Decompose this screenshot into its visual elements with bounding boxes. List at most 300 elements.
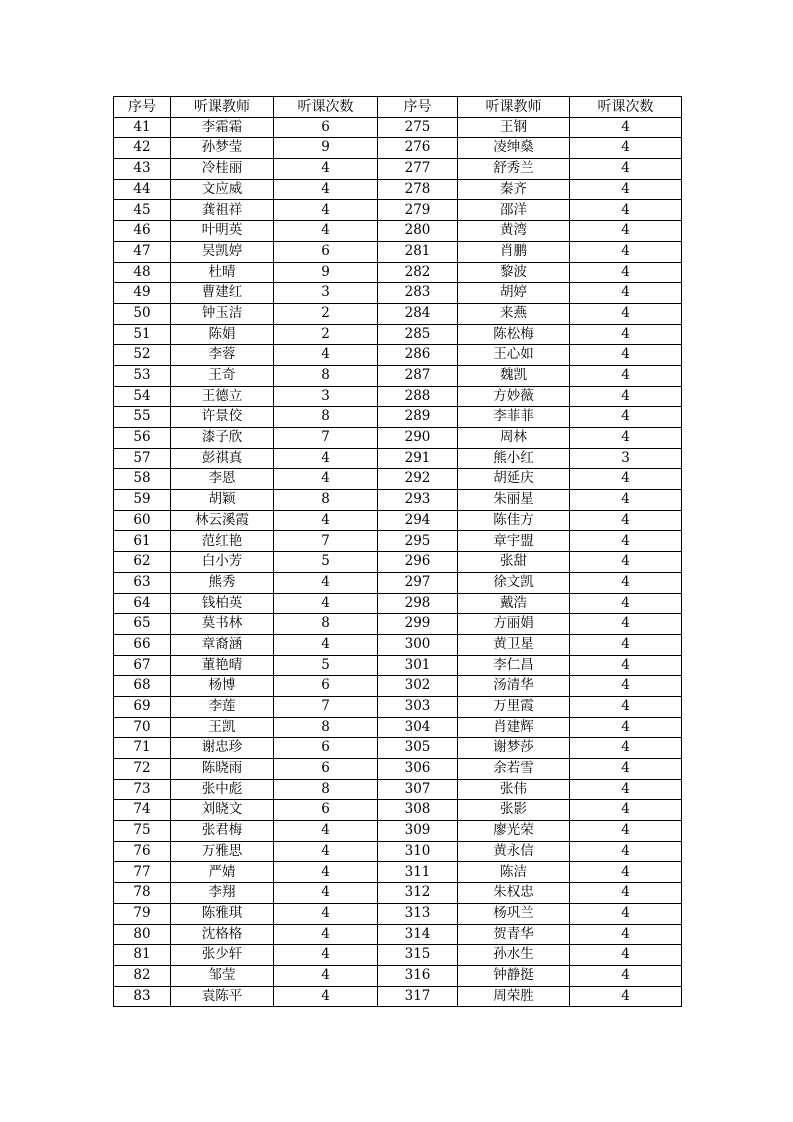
cell-teacher-left: 刘晓文 [171, 800, 274, 821]
cell-index-right: 316 [378, 965, 458, 986]
cell-teacher-left: 杜晴 [171, 262, 274, 283]
cell-count-left: 8 [274, 614, 378, 635]
cell-teacher-left: 李蓉 [171, 345, 274, 366]
cell-index-right: 275 [378, 117, 458, 138]
cell-teacher-right: 杨巩兰 [458, 903, 570, 924]
table-row [114, 117, 682, 138]
table-row [114, 490, 682, 511]
cell-teacher-right: 王钢 [458, 117, 570, 138]
table-row [114, 614, 682, 635]
cell-teacher-left: 钱柏英 [171, 593, 274, 614]
cell-index-left: 41 [114, 117, 171, 138]
table-row [114, 138, 682, 159]
cell-index-left: 74 [114, 800, 171, 821]
table-row [114, 676, 682, 697]
teacher-observation-table [113, 96, 682, 1007]
table-row [114, 407, 682, 428]
cell-index-left: 45 [114, 200, 171, 221]
table-row [114, 759, 682, 780]
cell-index-left: 52 [114, 345, 171, 366]
cell-teacher-left: 吴凯婷 [171, 241, 274, 262]
cell-index-right: 289 [378, 407, 458, 428]
cell-teacher-right: 秦齐 [458, 179, 570, 200]
table-row [114, 510, 682, 531]
cell-teacher-right: 廖光荣 [458, 821, 570, 842]
cell-teacher-right: 章宇盟 [458, 531, 570, 552]
table-row [114, 159, 682, 180]
cell-index-left: 42 [114, 138, 171, 159]
cell-teacher-right: 凌绅燊 [458, 138, 570, 159]
cell-index-right: 290 [378, 428, 458, 449]
table-row [114, 448, 682, 469]
cell-teacher-left: 胡颖 [171, 490, 274, 511]
cell-count-right: 4 [570, 779, 682, 800]
cell-teacher-left: 章裔涵 [171, 634, 274, 655]
cell-index-right: 312 [378, 883, 458, 904]
cell-teacher-left: 张中彪 [171, 779, 274, 800]
table-row [114, 365, 682, 386]
cell-index-right: 279 [378, 200, 458, 221]
cell-index-left: 75 [114, 821, 171, 842]
cell-teacher-right: 黄卫星 [458, 634, 570, 655]
cell-index-right: 303 [378, 696, 458, 717]
cell-index-left: 83 [114, 986, 171, 1007]
cell-index-right: 313 [378, 903, 458, 924]
cell-index-right: 314 [378, 924, 458, 945]
cell-count-left: 8 [274, 717, 378, 738]
cell-teacher-right: 钟静挺 [458, 965, 570, 986]
cell-count-left: 4 [274, 221, 378, 242]
header-count-right: 听课次数 [570, 97, 682, 118]
cell-index-right: 301 [378, 655, 458, 676]
cell-teacher-right: 谢梦莎 [458, 738, 570, 759]
cell-index-left: 78 [114, 883, 171, 904]
cell-index-left: 81 [114, 945, 171, 966]
cell-count-right: 4 [570, 469, 682, 490]
cell-index-left: 56 [114, 428, 171, 449]
cell-count-left: 4 [274, 883, 378, 904]
cell-index-right: 280 [378, 221, 458, 242]
table-row [114, 841, 682, 862]
cell-count-right: 4 [570, 945, 682, 966]
cell-teacher-left: 王凯 [171, 717, 274, 738]
cell-teacher-right: 李菲菲 [458, 407, 570, 428]
table-row [114, 696, 682, 717]
cell-count-right: 4 [570, 159, 682, 180]
cell-count-left: 6 [274, 800, 378, 821]
cell-teacher-left: 张君梅 [171, 821, 274, 842]
cell-teacher-left: 冷桂丽 [171, 159, 274, 180]
cell-count-right: 4 [570, 986, 682, 1007]
cell-index-left: 53 [114, 365, 171, 386]
cell-teacher-right: 方妙薇 [458, 386, 570, 407]
cell-teacher-left: 张少轩 [171, 945, 274, 966]
cell-teacher-left: 叶明英 [171, 221, 274, 242]
cell-count-right: 4 [570, 303, 682, 324]
cell-teacher-right: 余若雪 [458, 759, 570, 780]
cell-count-right: 4 [570, 552, 682, 573]
table-row [114, 345, 682, 366]
table-row [114, 800, 682, 821]
cell-index-left: 69 [114, 696, 171, 717]
cell-count-left: 8 [274, 407, 378, 428]
cell-teacher-left: 文应威 [171, 179, 274, 200]
cell-count-right: 4 [570, 138, 682, 159]
cell-count-right: 4 [570, 117, 682, 138]
cell-count-right: 4 [570, 262, 682, 283]
cell-teacher-right: 贺青华 [458, 924, 570, 945]
cell-index-right: 311 [378, 862, 458, 883]
cell-count-left: 9 [274, 262, 378, 283]
header-index-left: 序号 [114, 97, 171, 118]
table-row [114, 986, 682, 1007]
cell-count-right: 4 [570, 386, 682, 407]
cell-count-right: 4 [570, 324, 682, 345]
cell-count-right: 4 [570, 614, 682, 635]
cell-count-left: 4 [274, 469, 378, 490]
cell-count-left: 4 [274, 634, 378, 655]
cell-index-left: 58 [114, 469, 171, 490]
cell-index-left: 61 [114, 531, 171, 552]
cell-index-right: 282 [378, 262, 458, 283]
cell-teacher-right: 黄永信 [458, 841, 570, 862]
cell-count-right: 4 [570, 800, 682, 821]
header-index-right: 序号 [378, 97, 458, 118]
cell-count-right: 4 [570, 759, 682, 780]
cell-index-right: 285 [378, 324, 458, 345]
cell-count-right: 4 [570, 821, 682, 842]
cell-index-right: 292 [378, 469, 458, 490]
cell-count-right: 4 [570, 200, 682, 221]
table-row [114, 303, 682, 324]
cell-index-left: 77 [114, 862, 171, 883]
cell-count-left: 3 [274, 386, 378, 407]
cell-teacher-left: 陈娟 [171, 324, 274, 345]
cell-index-left: 60 [114, 510, 171, 531]
cell-index-right: 281 [378, 241, 458, 262]
cell-index-left: 66 [114, 634, 171, 655]
cell-index-right: 293 [378, 490, 458, 511]
cell-teacher-right: 周林 [458, 428, 570, 449]
cell-teacher-right: 舒秀兰 [458, 159, 570, 180]
cell-index-right: 286 [378, 345, 458, 366]
table-row [114, 717, 682, 738]
table-row [114, 469, 682, 490]
cell-count-left: 6 [274, 676, 378, 697]
table-row [114, 552, 682, 573]
cell-count-right: 4 [570, 593, 682, 614]
cell-count-right: 4 [570, 345, 682, 366]
cell-count-right: 4 [570, 221, 682, 242]
table-row [114, 324, 682, 345]
cell-index-right: 309 [378, 821, 458, 842]
cell-teacher-right: 方丽娟 [458, 614, 570, 635]
cell-count-right: 4 [570, 676, 682, 697]
cell-teacher-right: 魏凯 [458, 365, 570, 386]
cell-index-right: 305 [378, 738, 458, 759]
cell-count-left: 4 [274, 200, 378, 221]
cell-count-right: 4 [570, 883, 682, 904]
cell-count-left: 5 [274, 552, 378, 573]
table-row [114, 428, 682, 449]
cell-teacher-right: 黎波 [458, 262, 570, 283]
cell-teacher-right: 汤清华 [458, 676, 570, 697]
cell-teacher-left: 曹建红 [171, 283, 274, 304]
cell-index-left: 49 [114, 283, 171, 304]
cell-teacher-right: 张甜 [458, 552, 570, 573]
cell-index-left: 80 [114, 924, 171, 945]
cell-index-left: 70 [114, 717, 171, 738]
cell-index-left: 72 [114, 759, 171, 780]
cell-teacher-right: 张伟 [458, 779, 570, 800]
table-row [114, 572, 682, 593]
cell-count-left: 6 [274, 738, 378, 759]
cell-teacher-left: 王奇 [171, 365, 274, 386]
cell-index-right: 297 [378, 572, 458, 593]
cell-index-left: 68 [114, 676, 171, 697]
cell-index-left: 71 [114, 738, 171, 759]
table-row [114, 883, 682, 904]
cell-count-left: 4 [274, 821, 378, 842]
cell-count-left: 4 [274, 841, 378, 862]
cell-teacher-right: 朱丽星 [458, 490, 570, 511]
table-row [114, 200, 682, 221]
cell-count-right: 4 [570, 634, 682, 655]
cell-index-left: 64 [114, 593, 171, 614]
cell-teacher-right: 周荣胜 [458, 986, 570, 1007]
cell-count-left: 4 [274, 179, 378, 200]
cell-index-right: 306 [378, 759, 458, 780]
cell-teacher-left: 严婧 [171, 862, 274, 883]
cell-teacher-right: 胡延庆 [458, 469, 570, 490]
cell-teacher-left: 万雅思 [171, 841, 274, 862]
cell-index-left: 50 [114, 303, 171, 324]
table-row [114, 634, 682, 655]
cell-count-left: 4 [274, 945, 378, 966]
table-row [114, 655, 682, 676]
cell-count-right: 4 [570, 572, 682, 593]
cell-teacher-left: 莫书林 [171, 614, 274, 635]
cell-index-right: 291 [378, 448, 458, 469]
cell-count-left: 2 [274, 303, 378, 324]
cell-count-right: 4 [570, 365, 682, 386]
table-row [114, 283, 682, 304]
cell-count-left: 4 [274, 903, 378, 924]
cell-index-left: 43 [114, 159, 171, 180]
cell-index-right: 298 [378, 593, 458, 614]
cell-teacher-right: 孙水生 [458, 945, 570, 966]
cell-index-right: 308 [378, 800, 458, 821]
cell-count-right: 4 [570, 965, 682, 986]
cell-teacher-left: 熊秀 [171, 572, 274, 593]
cell-teacher-left: 陈雅琪 [171, 903, 274, 924]
cell-index-left: 46 [114, 221, 171, 242]
table-row [114, 386, 682, 407]
cell-count-left: 4 [274, 572, 378, 593]
cell-teacher-left: 许景佼 [171, 407, 274, 428]
cell-count-left: 8 [274, 365, 378, 386]
cell-index-left: 51 [114, 324, 171, 345]
cell-count-left: 4 [274, 986, 378, 1007]
table-row [114, 821, 682, 842]
cell-teacher-right: 陈松梅 [458, 324, 570, 345]
cell-count-right: 4 [570, 510, 682, 531]
cell-count-left: 7 [274, 428, 378, 449]
cell-count-right: 4 [570, 531, 682, 552]
table-row [114, 945, 682, 966]
cell-teacher-left: 邹莹 [171, 965, 274, 986]
cell-index-right: 317 [378, 986, 458, 1007]
cell-index-right: 302 [378, 676, 458, 697]
cell-count-left: 4 [274, 924, 378, 945]
cell-teacher-left: 钟玉洁 [171, 303, 274, 324]
cell-count-left: 4 [274, 345, 378, 366]
cell-count-left: 3 [274, 283, 378, 304]
cell-index-left: 65 [114, 614, 171, 635]
cell-index-left: 73 [114, 779, 171, 800]
table-row [114, 241, 682, 262]
cell-teacher-right: 陈佳方 [458, 510, 570, 531]
cell-teacher-left: 李霜霜 [171, 117, 274, 138]
cell-index-left: 54 [114, 386, 171, 407]
cell-teacher-left: 漆子欣 [171, 428, 274, 449]
cell-teacher-left: 杨博 [171, 676, 274, 697]
table-row [114, 924, 682, 945]
cell-index-left: 63 [114, 572, 171, 593]
cell-count-right: 4 [570, 179, 682, 200]
cell-teacher-left: 谢忠珍 [171, 738, 274, 759]
cell-index-left: 82 [114, 965, 171, 986]
cell-count-left: 4 [274, 448, 378, 469]
cell-teacher-right: 徐文凯 [458, 572, 570, 593]
table-row [114, 179, 682, 200]
cell-teacher-left: 林云溪霞 [171, 510, 274, 531]
cell-index-right: 300 [378, 634, 458, 655]
cell-teacher-left: 彭祺真 [171, 448, 274, 469]
cell-teacher-left: 李翔 [171, 883, 274, 904]
cell-count-left: 7 [274, 531, 378, 552]
cell-teacher-right: 胡婷 [458, 283, 570, 304]
cell-teacher-right: 张影 [458, 800, 570, 821]
cell-index-left: 48 [114, 262, 171, 283]
cell-count-left: 9 [274, 138, 378, 159]
table-row [114, 779, 682, 800]
cell-teacher-left: 王德立 [171, 386, 274, 407]
cell-teacher-right: 万里霞 [458, 696, 570, 717]
table-row [114, 862, 682, 883]
cell-teacher-right: 熊小红 [458, 448, 570, 469]
cell-index-right: 294 [378, 510, 458, 531]
cell-teacher-left: 李恩 [171, 469, 274, 490]
cell-index-right: 307 [378, 779, 458, 800]
cell-teacher-left: 董艳晴 [171, 655, 274, 676]
header-teacher-right: 听课教师 [458, 97, 570, 118]
cell-index-right: 277 [378, 159, 458, 180]
table-row [114, 531, 682, 552]
cell-teacher-right: 王心如 [458, 345, 570, 366]
cell-index-left: 59 [114, 490, 171, 511]
cell-count-right: 4 [570, 841, 682, 862]
cell-count-left: 4 [274, 510, 378, 531]
cell-count-left: 5 [274, 655, 378, 676]
cell-teacher-right: 来燕 [458, 303, 570, 324]
cell-teacher-left: 龚祖祥 [171, 200, 274, 221]
cell-teacher-right: 肖建辉 [458, 717, 570, 738]
cell-count-right: 4 [570, 407, 682, 428]
cell-count-left: 4 [274, 862, 378, 883]
cell-index-left: 62 [114, 552, 171, 573]
cell-index-right: 304 [378, 717, 458, 738]
table-row [114, 262, 682, 283]
cell-teacher-right: 邵洋 [458, 200, 570, 221]
cell-index-right: 276 [378, 138, 458, 159]
cell-count-right: 4 [570, 241, 682, 262]
table-header-row [114, 97, 682, 118]
cell-teacher-left: 袁陈平 [171, 986, 274, 1007]
cell-count-right: 4 [570, 696, 682, 717]
cell-teacher-left: 白小芳 [171, 552, 274, 573]
cell-teacher-right: 陈洁 [458, 862, 570, 883]
cell-index-left: 44 [114, 179, 171, 200]
cell-index-right: 296 [378, 552, 458, 573]
cell-count-left: 7 [274, 696, 378, 717]
cell-count-left: 8 [274, 779, 378, 800]
header-teacher-left: 听课教师 [171, 97, 274, 118]
cell-teacher-right: 李仁昌 [458, 655, 570, 676]
table-row [114, 738, 682, 759]
header-count-left: 听课次数 [274, 97, 378, 118]
cell-index-right: 295 [378, 531, 458, 552]
cell-index-left: 67 [114, 655, 171, 676]
cell-teacher-left: 李莲 [171, 696, 274, 717]
table-row [114, 903, 682, 924]
cell-index-right: 315 [378, 945, 458, 966]
cell-index-left: 79 [114, 903, 171, 924]
cell-index-right: 310 [378, 841, 458, 862]
cell-count-right: 4 [570, 428, 682, 449]
cell-index-right: 284 [378, 303, 458, 324]
cell-count-right: 4 [570, 717, 682, 738]
cell-teacher-right: 黄湾 [458, 221, 570, 242]
cell-index-left: 76 [114, 841, 171, 862]
cell-count-left: 4 [274, 965, 378, 986]
cell-count-right: 4 [570, 738, 682, 759]
cell-index-left: 57 [114, 448, 171, 469]
cell-count-right: 4 [570, 283, 682, 304]
cell-count-left: 8 [274, 490, 378, 511]
cell-teacher-left: 沈格格 [171, 924, 274, 945]
cell-index-right: 288 [378, 386, 458, 407]
table-row [114, 593, 682, 614]
table-row [114, 221, 682, 242]
cell-count-right: 4 [570, 490, 682, 511]
cell-count-left: 6 [274, 117, 378, 138]
cell-count-left: 2 [274, 324, 378, 345]
cell-count-right: 4 [570, 655, 682, 676]
cell-teacher-left: 范红艳 [171, 531, 274, 552]
cell-count-right: 3 [570, 448, 682, 469]
cell-count-right: 4 [570, 903, 682, 924]
cell-teacher-right: 朱权忠 [458, 883, 570, 904]
cell-teacher-left: 陈晓雨 [171, 759, 274, 780]
cell-teacher-right: 肖鹏 [458, 241, 570, 262]
table-row [114, 965, 682, 986]
cell-teacher-right: 戴浩 [458, 593, 570, 614]
cell-index-right: 299 [378, 614, 458, 635]
cell-index-left: 47 [114, 241, 171, 262]
cell-index-right: 278 [378, 179, 458, 200]
cell-count-left: 4 [274, 593, 378, 614]
